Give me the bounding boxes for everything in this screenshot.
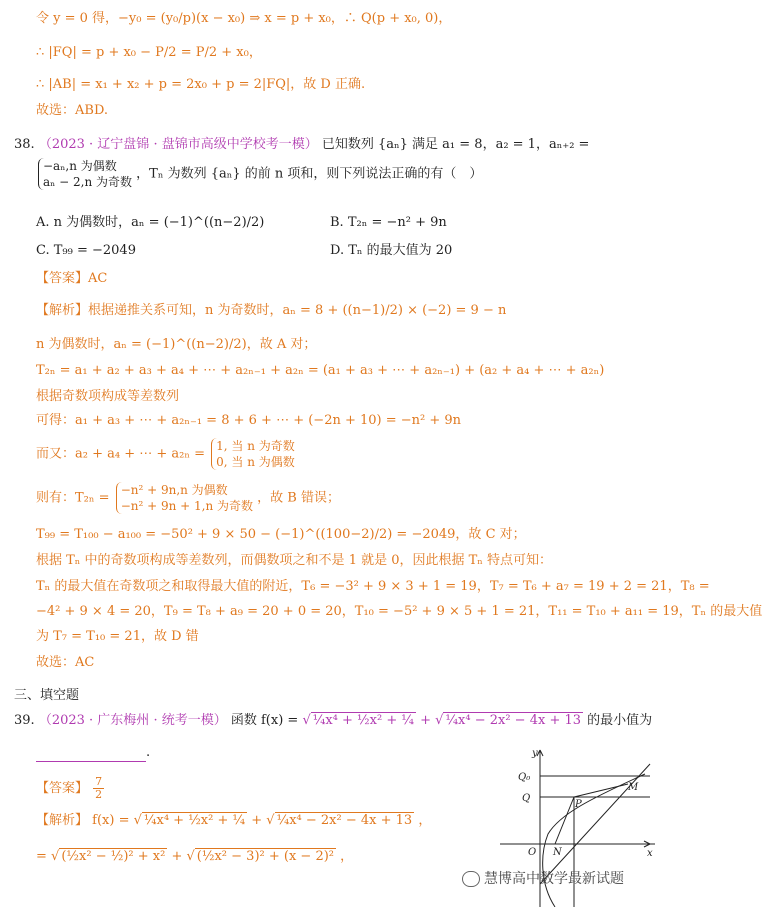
point-q0-label: Q₀ [518, 772, 531, 783]
q38-t2n-case-1: −n² + 9n,n 为偶数 [120, 483, 228, 497]
wechat-icon [462, 871, 480, 887]
q38-solution-3: T₂ₙ = a₁ + a₂ + a₃ + a₄ + ⋯ + a₂ₙ₋₁ + a₂ₙ = (a₁ + a₃ + ⋯ + a₂ₙ₋₁) + (a₂ + a₄ + ⋯ + a₂ₙ) [36, 363, 605, 378]
point-m-label: M [628, 782, 639, 793]
q39-answer [36, 776, 105, 801]
q38-stem: 已知数列 {aₙ} 满足 a₁ = 8，a₂ = 1，aₙ₊₂ = [321, 137, 590, 152]
point-q-label: Q [522, 793, 531, 804]
prev-solution-line-4: 故选：ABD. [36, 103, 109, 118]
q38-solution-10: Tₙ 的最大值在奇数项之和取得最大值的附近，T₆ = −3² + 9 × 3 + 1 = 19，T₇ = T₆ + a₇ = 19 + 2 = 21，T₈ = [36, 579, 710, 594]
q38-even-sum-case-2: 0, 当 n 为偶数 [216, 455, 295, 469]
segment-np [555, 797, 574, 844]
q39-answer-blank [36, 749, 146, 762]
q38-solution-13: 故选：AC [36, 655, 95, 670]
section-title: 三、填空题 [14, 688, 80, 703]
q38-case-even: −aₙ,n 为偶数 [43, 159, 117, 173]
q39-source: （2023 · 广东梅州 · 统考一模） [38, 713, 227, 728]
q38-option-c: C. T₉₉ = −2049 [36, 243, 136, 258]
q38-solution-12: 为 T₇ = T₁₀ = 21，故 D 错 [36, 629, 199, 644]
q38-option-b: B. T₂ₙ = −n² + 9n [330, 215, 447, 230]
q38-t2n-conclusion: ，故 B 错误； [257, 490, 340, 506]
q39-solution-1 [36, 812, 431, 830]
q38-solution-7 [36, 482, 340, 514]
origin-label: O [528, 847, 537, 858]
q39-period: . [146, 745, 151, 760]
point-n-label: N [553, 847, 562, 858]
q38-number: 38. [14, 137, 35, 152]
q38-piecewise [38, 158, 132, 190]
q38-stem-2: ，Tₙ 为数列 {aₙ} 的前 n 项和，则下列说法正确的有（ ） [136, 166, 483, 182]
q39-header [14, 712, 652, 730]
prev-solution-line-3: ∴ |AB| = x₁ + x₂ + p = 2x₀ + p = 2|FQ|，故 D 正确. [36, 77, 366, 92]
q38-solution-6 [36, 438, 295, 470]
q38-solution-2: n 为偶数时，aₙ = (−1)^((n−2)/2)，故 A 对； [36, 337, 317, 352]
q39-blank-line [36, 744, 150, 762]
q39-sol1-end: ， [418, 813, 432, 828]
prev-solution-line-2: ∴ |FQ| = p + x₀ − P/2 = P/2 + x₀， [36, 45, 262, 60]
q39-sol2-end: ， [340, 849, 354, 864]
watermark [462, 868, 624, 888]
q38-solution-1: 【解析】根据递推关系可知，n 为奇数时，aₙ = 8 + ((n−1)/2) × (−2) = 9 − n [36, 303, 507, 318]
q38-solution-4: 根据奇数项构成等差数列 [36, 389, 180, 404]
prev-solution-line-1: 令 y = 0 得，−y₀ = (y₀/p)(x − x₀) ⇒ x = p + x₀，∴ Q(p + x₀, 0)， [36, 11, 452, 26]
q38-case-odd: aₙ − 2,n 为奇数 [43, 175, 133, 189]
q39-sol2-root-1: √ (½x² − ½)² + x² [51, 849, 166, 864]
q39-answer-numerator: 7 [95, 775, 103, 788]
q39-solution-label: 【解析】 [36, 813, 89, 828]
q38-source: （2023 · 辽宁盘锦 · 盘锦市高级中学校考一模） [38, 137, 318, 152]
q39-answer-label: 【答案】 [36, 781, 89, 796]
q39-sol2-eq: = [36, 849, 47, 864]
point-p-label: P [575, 799, 582, 810]
q39-sol2-root-2: √ (½x² − 3)² + (x − 2)² [186, 849, 334, 864]
q38-solution-8: T₉₉ = T₁₀₀ − a₁₀₀ = −50² + 9 × 50 − (−1)^((100−2)/2) = −2049，故 C 对； [36, 527, 526, 542]
q39-answer-denominator: 2 [95, 788, 103, 801]
watermark-text: 慧博高中数学最新试题 [484, 871, 624, 887]
q38-t2n-cases [116, 482, 253, 514]
q38-header [14, 136, 589, 154]
q39-number: 39. [14, 713, 35, 728]
q38-option-a: A. n 为偶数时，aₙ = (−1)^((n−2)/2) [36, 215, 265, 230]
q38-even-sum-label: 而又：a₂ + a₄ + ⋯ + a₂ₙ = [36, 446, 206, 462]
q38-answer: 【答案】AC [36, 271, 108, 286]
q39-answer-fraction [93, 776, 104, 801]
q38-even-sum-cases [211, 438, 295, 470]
q39-solution-2 [36, 848, 353, 866]
q38-solution-5: 可得：a₁ + a₃ + ⋯ + a₂ₙ₋₁ = 8 + 6 + ⋯ + (−2n + 10) = −n² + 9n [36, 413, 462, 428]
q39-sol1-root-1: √ ¼x⁴ + ½x² + ¼ [133, 813, 246, 828]
q39-plus: + [420, 713, 431, 728]
q39-sol1-plus: + [251, 813, 263, 828]
q38-solution-11: −4² + 9 × 4 = 20，T₉ = T₈ + a₉ = 20 + 0 = 20，T₁₀ = −5² + 9 × 5 + 1 = 21，T₁₁ = T₁₀ + a₁₁ = 19，Tₙ 的最大值 [36, 604, 762, 619]
q39-stem-b: 的最小值为 [587, 713, 653, 728]
q38-even-sum-case-1: 1, 当 n 为奇数 [216, 439, 295, 453]
q39-root-1: √ ¼x⁴ + ½x² + ¼ [302, 713, 414, 728]
q39-root-2: √ ¼x⁴ − 2x² − 4x + 13 [435, 713, 582, 728]
q39-sol1-lhs: f(x) = [92, 813, 130, 828]
y-axis-label: y [532, 748, 538, 759]
q39-stem-a: 函数 f(x) = [230, 713, 299, 728]
q38-option-d: D. Tₙ 的最大值为 20 [330, 243, 453, 258]
q38-t2n-case-2: −n² + 9n + 1,n 为奇数 [120, 499, 254, 513]
x-axis-label: x [647, 848, 653, 859]
q38-solution-9: 根据 Tₙ 中的奇数项构成等差数列，而偶数项之和不是 1 就是 0，因此根据 Tₙ 特点可知： [36, 553, 553, 568]
q39-sol2-plus: + [171, 849, 183, 864]
q39-sol1-root-2: √ ¼x⁴ − 2x² − 4x + 13 [266, 813, 413, 828]
q38-t2n-label: 则有：T₂ₙ = [36, 490, 110, 506]
q38-stem-line-2 [36, 158, 482, 190]
